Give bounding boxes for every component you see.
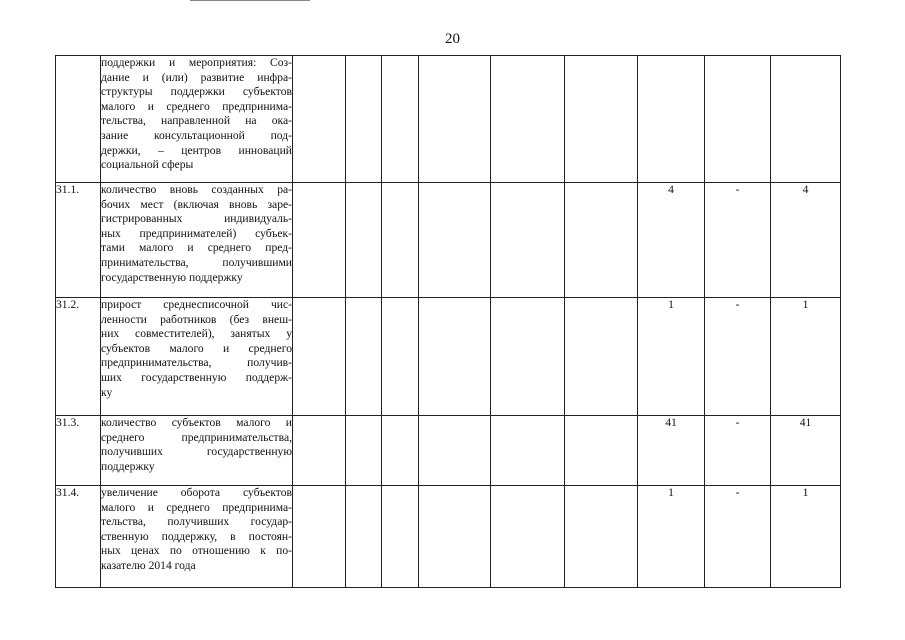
description-line: зание консультационной под- [101, 128, 292, 142]
empty-cell [346, 183, 382, 298]
description-line: дание и (или) развитие инфра- [101, 70, 292, 84]
description-line: количество субъектов малого и [101, 416, 292, 429]
description-line: количество вновь созданных ра- [101, 183, 292, 196]
empty-cell [419, 416, 491, 486]
value-cell-v2: - [705, 183, 771, 298]
value-cell-v1: 1 [638, 298, 705, 416]
empty-cell [565, 298, 638, 416]
empty-cell [382, 298, 419, 416]
value-cell-v2: - [705, 486, 771, 588]
value-cell-v3: 41 [771, 416, 841, 486]
table-row [56, 486, 841, 588]
empty-cell [491, 298, 565, 416]
value-cell-v3: 4 [771, 183, 841, 298]
table-row [56, 56, 841, 183]
description-line: ку [101, 385, 113, 399]
empty-cell [382, 183, 419, 298]
value-cell-v2 [705, 56, 771, 183]
empty-cell [565, 56, 638, 183]
description-line: ных предпринимателей) субъек- [101, 226, 292, 240]
empty-cell [565, 486, 638, 588]
description-line: государственную поддержку [101, 270, 243, 284]
empty-cell [382, 416, 419, 486]
scan-top-rule [190, 0, 310, 1]
empty-cell [346, 416, 382, 486]
description-line: тельства, направленной на ока- [101, 114, 292, 128]
row-number: 31.2. [56, 298, 101, 416]
empty-cell [419, 486, 491, 588]
value-cell-v1 [638, 56, 705, 183]
description-line: получивших государственную [101, 445, 292, 459]
description-line: среднего предпринимательства, [101, 430, 292, 444]
description-line: ных ценах по отношению к по- [101, 544, 292, 558]
empty-cell [382, 486, 419, 588]
row-number [56, 56, 101, 183]
description-line: увеличение оборота субъектов [101, 486, 292, 499]
empty-cell [491, 56, 565, 183]
empty-cell [565, 183, 638, 298]
value-cell-v3: 1 [771, 298, 841, 416]
description-line: гистрированных индивидуаль- [101, 212, 292, 226]
empty-cell [419, 183, 491, 298]
table-row [56, 416, 841, 486]
empty-cell [491, 183, 565, 298]
description-line: них совместителей), занятых у [101, 327, 292, 341]
table-row [56, 183, 841, 298]
description-line: тельства, получивших государ- [101, 515, 292, 529]
table-row [56, 298, 841, 416]
description-line: малого и среднего предпринима- [101, 500, 292, 514]
row-description [101, 298, 293, 416]
description-line: поддержки и мероприятия: Соз- [101, 56, 292, 69]
row-description [101, 416, 293, 486]
value-cell-v2: - [705, 416, 771, 486]
description-line: принимательства, получившими [101, 255, 292, 269]
row-description [101, 56, 293, 183]
empty-cell [491, 416, 565, 486]
value-cell-v1: 41 [638, 416, 705, 486]
description-line: ственную поддержку, в постоян- [101, 529, 292, 543]
row-number: 31.1. [56, 183, 101, 298]
empty-cell [346, 486, 382, 588]
value-cell-v1: 1 [638, 486, 705, 588]
table-body [56, 56, 841, 588]
description-line: ленности работников (без внеш- [101, 312, 292, 326]
indicators-table [55, 55, 841, 588]
empty-cell [293, 298, 346, 416]
row-number: 31.4. [56, 486, 101, 588]
row-description [101, 183, 293, 298]
empty-cell [293, 416, 346, 486]
description-line: малого и среднего предпринима- [101, 99, 292, 113]
empty-cell [419, 56, 491, 183]
description-line: предпринимательства, получив- [101, 356, 292, 370]
empty-cell [382, 56, 419, 183]
value-cell-v3 [771, 56, 841, 183]
value-cell-v3: 1 [771, 486, 841, 588]
description-line: субъектов малого и среднего [101, 341, 292, 355]
empty-cell [293, 183, 346, 298]
description-line: казателю 2014 года [101, 558, 196, 572]
description-line: тами малого и среднего пред- [101, 241, 292, 255]
description-line: социальной сферы [101, 158, 194, 172]
empty-cell [293, 486, 346, 588]
value-cell-v1: 4 [638, 183, 705, 298]
description-line: структуры поддержки субъектов [101, 85, 292, 99]
description-line: держки, – центров инноваций [101, 143, 292, 157]
value-cell-v2: - [705, 298, 771, 416]
description-line: поддержку [101, 459, 155, 473]
page-number: 20 [445, 31, 460, 47]
row-number: 31.3. [56, 416, 101, 486]
row-description [101, 486, 293, 588]
description-line: бочих мест (включая вновь заре- [101, 197, 292, 211]
empty-cell [346, 298, 382, 416]
empty-cell [419, 298, 491, 416]
empty-cell [565, 416, 638, 486]
empty-cell [346, 56, 382, 183]
description-line: ших государственную поддерж- [101, 370, 292, 384]
description-line: прирост среднесписочной чис- [101, 298, 292, 311]
empty-cell [491, 486, 565, 588]
empty-cell [293, 56, 346, 183]
